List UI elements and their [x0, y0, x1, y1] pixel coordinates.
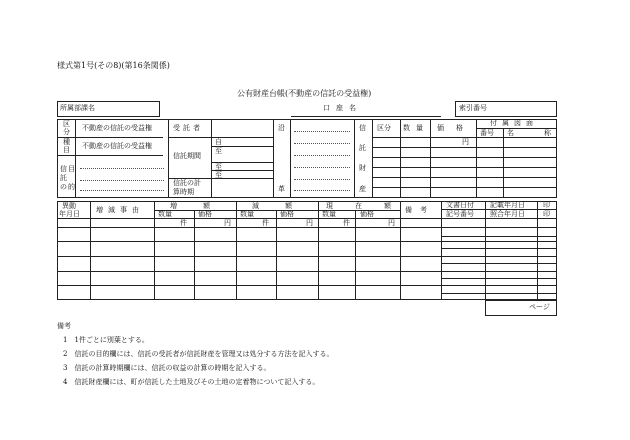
dec-quantity: 数量 [240, 210, 254, 218]
purpose-char-3: の [60, 183, 67, 191]
note-item-3: 3 信託の計算時期欄には、信託の収益の計算の時期を記入する。 [63, 364, 271, 372]
cur-yen-unit: 円 [388, 219, 395, 227]
increase-label: 増額 [170, 202, 236, 210]
change-date-2: 年月日 [59, 210, 80, 218]
left-kanji-2: 革 [278, 185, 285, 193]
purpose-char-2: 託 [60, 174, 67, 182]
cur-price: 価格 [360, 210, 374, 218]
seal-1: 印 [543, 201, 550, 209]
right-kanji-3: 財 [359, 164, 366, 172]
to-label-2: 至 [215, 163, 222, 171]
inc-ken-unit: 件 [180, 219, 187, 227]
verify-date: 照合年月日 [490, 210, 525, 218]
inc-yen-unit: 円 [224, 219, 231, 227]
notes-heading: 備考 [57, 322, 71, 330]
current-label: 現在額 [326, 202, 413, 210]
col-kubun: 区分 [377, 124, 391, 132]
reason-label: 増減事由 [96, 206, 144, 214]
left-kanji-1: 沿 [278, 124, 285, 132]
account-underline [291, 116, 441, 117]
shurui-value: 不動産の信託の受益権 [82, 142, 152, 150]
right-kanji-2: 託 [359, 144, 366, 152]
shurui-top: 種 [63, 138, 70, 146]
entry-date: 記載年月日 [490, 201, 525, 209]
decrease-label: 減額 [252, 202, 318, 210]
right-kanji-1: 信 [359, 124, 366, 132]
record-number: 記号番号 [446, 210, 474, 218]
period-label: 信託期間 [173, 152, 201, 160]
right-kanji-4: 産 [359, 185, 366, 193]
dec-price: 価格 [280, 210, 294, 218]
col-price: 価格 [437, 124, 475, 132]
price-yen-unit: 円 [462, 138, 469, 146]
purpose-char-5: 的 [68, 183, 75, 191]
note-item-4: 4 信託財産欄には、町が信託した土地及びその土地の定着物について記入する。 [63, 378, 320, 386]
remarks-label: 備考 [405, 206, 435, 214]
purpose-char-1: 信 [60, 165, 67, 173]
kubun-bottom: 分 [63, 128, 70, 136]
dec-yen-unit: 円 [306, 219, 313, 227]
to-label-1: 至 [215, 147, 222, 155]
col-quantity: 数量 [403, 124, 429, 132]
note-item-2: 2 信託の目的欄には、信託の受託者が信託財産を管理又は処分する方法を記入する。 [63, 350, 334, 358]
form-id: 様式第1号(その8)(第16条関係) [57, 61, 170, 70]
purpose-char-4: 目 [68, 165, 75, 173]
to-label-3: 至 [215, 171, 222, 179]
cur-quantity: 数量 [322, 210, 336, 218]
note-item-1: 1 1件ごとに別葉とする。 [63, 336, 149, 344]
cur-ken-unit: 件 [343, 219, 350, 227]
account-label: 口座名 [323, 104, 362, 112]
shurui-bottom: 目 [63, 146, 70, 154]
dept-label: 所属部課名 [60, 104, 95, 112]
inc-quantity: 数量 [158, 210, 172, 218]
col-number: 番号 [480, 129, 494, 137]
attached-map: 付属図面 [490, 119, 538, 127]
form-title: 公有財産台帳(不動産の信託の受益権) [237, 89, 372, 98]
page-label: ページ [529, 303, 550, 311]
change-date-1: 異動 [62, 202, 76, 210]
kubun-value: 不動産の信託の受益権 [82, 124, 152, 132]
col-name: 名称 [507, 129, 581, 137]
doc-date: 文書日付 [446, 201, 474, 209]
seal-2: 印 [543, 210, 550, 218]
trustee-label: 受託者 [173, 124, 203, 132]
inc-price: 価格 [198, 210, 212, 218]
dec-ken-unit: 件 [262, 219, 269, 227]
index-label: 索引番号 [459, 104, 487, 112]
from-label: 自 [215, 138, 222, 146]
calc-label-1: 信託の計 [173, 179, 201, 187]
calc-label-2: 算時期 [173, 188, 194, 196]
kubun-top: 区 [63, 120, 70, 128]
